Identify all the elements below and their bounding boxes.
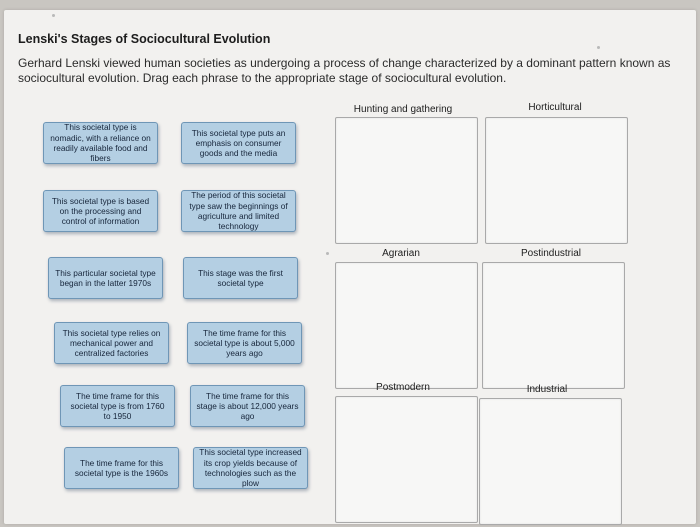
drop-zone-hunting-gathering[interactable] (335, 117, 478, 244)
page-title: Lenski's Stages of Sociocultural Evolution (18, 32, 271, 46)
zone-label-agrarian: Agrarian (382, 248, 420, 259)
drop-zone-agrarian[interactable] (335, 262, 478, 389)
decorative-dot (597, 46, 600, 49)
zone-label-horticultural: Horticultural (528, 102, 582, 113)
draggable-card[interactable]: This societal type puts an emphasis on consumer goods and the media (181, 122, 296, 164)
draggable-card[interactable]: This societal type relies on mechanical power and centralized factories (54, 322, 169, 364)
draggable-card[interactable]: This societal type is based on the processing and control of information (43, 190, 158, 232)
draggable-card[interactable]: This societal type is nomadic, with a reliance on readily available food and fibers (43, 122, 158, 164)
draggable-card[interactable]: The time frame for this stage is about 12,000 years ago (190, 385, 305, 427)
drop-zone-postmodern[interactable] (335, 396, 478, 523)
zone-label-industrial: Industrial (526, 384, 568, 395)
zone-label-postindustrial: Postindustrial (520, 248, 582, 259)
draggable-card[interactable]: The period of this societal type saw the beginnings of agriculture and limited technology (181, 190, 296, 232)
zone-label-hunting-gathering: Hunting and gathering (353, 104, 453, 115)
draggable-card[interactable]: This particular societal type began in the latter 1970s (48, 257, 163, 299)
instructions-text: Gerhard Lenski viewed human societies as undergoing a process of change characterized by a dominant pattern known as sociocultural evolution. Drag each phrase to the appropriate stage of sociocultural evolution. (18, 56, 671, 85)
decorative-dot (52, 14, 55, 17)
draggable-card[interactable]: This stage was the first societal type (183, 257, 298, 299)
drop-zone-postindustrial[interactable] (482, 262, 625, 389)
drop-zone-horticultural[interactable] (485, 117, 628, 244)
zone-label-postmodern: Postmodern (376, 382, 430, 393)
draggable-card[interactable]: The time frame for this societal type is from 1760 to 1950 (60, 385, 175, 427)
drop-zone-industrial[interactable] (479, 398, 622, 525)
draggable-card[interactable]: The time frame for this societal type is the 1960s (64, 447, 179, 489)
draggable-card[interactable]: The time frame for this societal type is about 5,000 years ago (187, 322, 302, 364)
draggable-card[interactable]: This societal type increased its crop yields because of technologies such as the plow (193, 447, 308, 489)
